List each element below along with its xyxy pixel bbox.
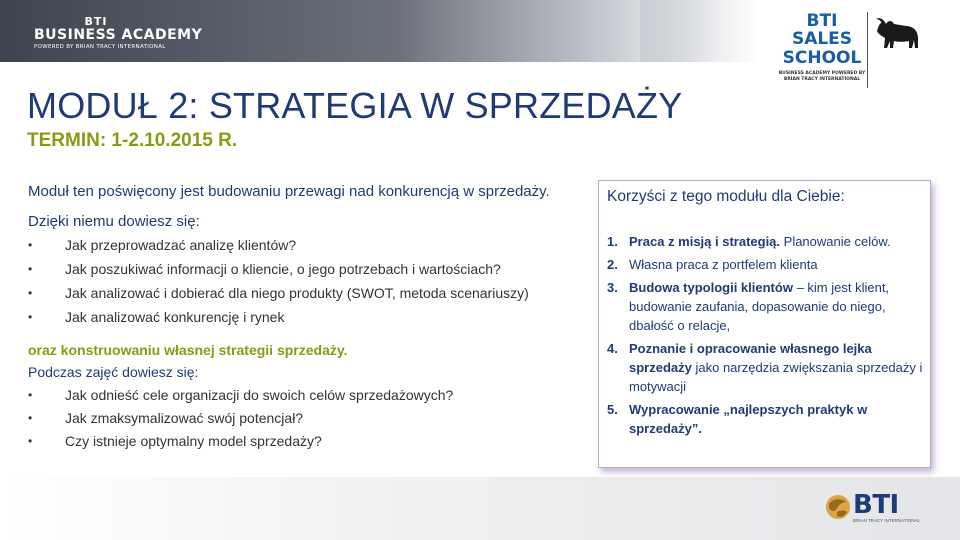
list-item: • Jak analizować konkurencję i rynek [28, 307, 588, 328]
benefit-item [607, 339, 925, 396]
list-item: • Jak zmaksymalizować swój potencjał? [28, 408, 588, 429]
benefit-item [607, 278, 925, 335]
sales-school-line1: BTI [806, 11, 838, 31]
benefits-title: Korzyści z tego modułu dla Ciebie: [607, 188, 845, 205]
benefit-text: Planowanie celów. [780, 234, 891, 249]
benefit-text: Własna praca z portfelem klienta [629, 257, 818, 272]
bull-icon [872, 14, 922, 60]
module-description [28, 182, 588, 454]
benefit-text: – kim jest klient, budowanie zaufania, dopasowanie do niego, dbałość o relacje, [629, 280, 890, 333]
benefits-box [598, 180, 931, 468]
benefit-item [607, 255, 925, 274]
academy-logo-subtitle: POWERED BY BRIAN TRACY INTERNATIONAL [34, 44, 166, 50]
classes-list [28, 385, 588, 452]
list-item: • Jak odnieść cele organizacji do swoich celów sprzedażowych? [28, 385, 588, 406]
academy-logo-bti: BTI [84, 15, 108, 28]
benefit-number: 4. [607, 341, 618, 356]
footer-logo-tag: BRIAN TRACY INTERNATIONAL [853, 518, 921, 523]
classes-heading: Podczas zajęć dowiesz się: [28, 364, 199, 380]
bti-footer-logo [823, 490, 921, 524]
footer-logo-word: BTI [853, 490, 899, 520]
sales-school-line2: SALES [791, 29, 853, 49]
benefit-bold-text: Wypracowanie „najlepszych praktyk w sprzedaży”. [629, 402, 868, 436]
strategy-text: oraz konstruowaniu własnej strategii sprzedaży. [28, 342, 348, 358]
benefit-number: 1. [607, 234, 618, 249]
benefit-text: jako narzędzia zwiększania sprzedaży i motywacji [629, 360, 923, 394]
module-date: TERMIN: 1-2.10.2015 R. [27, 130, 238, 151]
sales-school-tagline: BUSINESS ACADEMY POWERED BY BRIAN TRACY INTERNATIONAL [778, 71, 866, 82]
page-title: MODUŁ 2: STRATEGIA W SPRZEDAŻY [27, 85, 683, 126]
logo-divider [867, 12, 868, 88]
learn-list [28, 235, 588, 328]
benefits-list [607, 232, 925, 442]
learn-heading: Dzięki niemu dowiesz się: [28, 213, 200, 230]
intro-text: Moduł ten poświęcony jest budowaniu przewagi nad konkurencją w sprzedaży. [28, 183, 550, 200]
benefit-bold-text: Poznanie i opracowanie własnego lejka sprzedaży [629, 341, 872, 375]
bti-business-academy-logo [34, 16, 202, 51]
benefit-item [607, 232, 925, 251]
bti-sales-school-logo [778, 13, 866, 83]
sales-school-line3: SCHOOL [782, 48, 862, 68]
list-item: • Czy istnieje optymalny model sprzedaży? [28, 431, 588, 452]
benefit-item [607, 400, 925, 438]
benefit-number: 3. [607, 280, 618, 295]
academy-logo-title: BUSINESS ACADEMY [34, 27, 203, 43]
benefit-bold-text: Budowa typologii klientów [629, 280, 793, 295]
benefit-number: 2. [607, 257, 618, 272]
list-item: • Jak poszukiwać informacji o kliencie, o jego potrzebach i wartościach? [28, 259, 588, 280]
benefit-bold-text: Praca z misją i strategią. [629, 234, 781, 249]
footer-band [0, 477, 960, 540]
benefit-number: 5. [607, 402, 618, 417]
list-item: • Jak przeprowadzać analizę klientów? [28, 235, 588, 256]
bti-globe-icon [823, 492, 853, 522]
list-item: • Jak analizować i dobierać dla niego produkty (SWOT, metoda scenariuszy) [28, 283, 588, 304]
